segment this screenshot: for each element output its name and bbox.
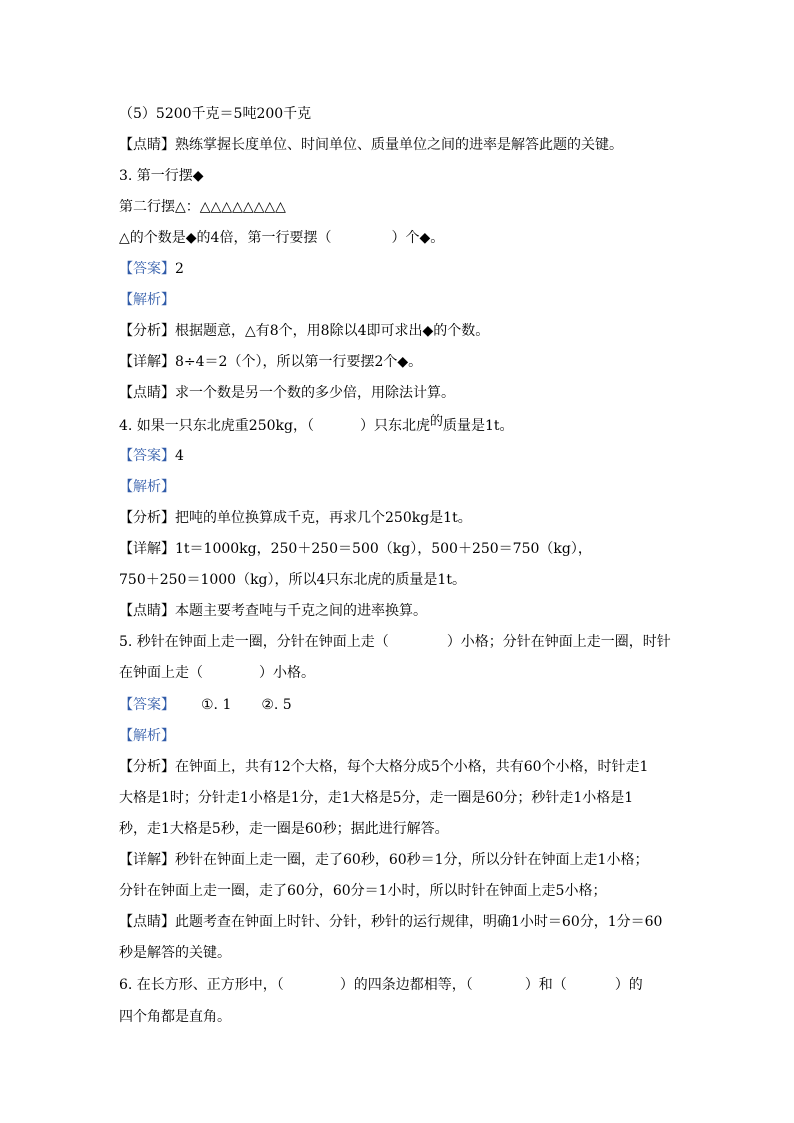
key-point-line: 【点睛】本题主要考查吨与千克之间的进率换算。 xyxy=(119,603,427,619)
question-5-text-end: ）小格；分针在钟面上走一圈，时针 xyxy=(446,634,671,650)
question-6-text-mid-2: ）和（ xyxy=(524,977,567,993)
question-6-text-end: ）的 xyxy=(614,977,643,993)
question-4-text-mid: ）只东北虎 xyxy=(359,418,430,434)
key-point-line-1: 【点睛】此题考查在钟面上时针、分针，秒针的运行规律，明确1小时＝60分，1分＝60 xyxy=(119,914,663,930)
answer-tag: 【答案】 xyxy=(119,261,175,277)
analysis-line-1: 【分析】在钟面上，共有12个大格，每个大格分成5个小格，共有60个小格，时针走1 xyxy=(119,759,649,775)
key-point-line-2: 秒是解答的关键。 xyxy=(119,945,231,961)
question-4-line xyxy=(119,414,514,436)
analysis-line-2: 大格是1时；分针走1小格是1分，走1大格是5分，走一圈是60分；秒针走1小格是1 xyxy=(119,790,634,806)
question-3-line-1: 3. 第一行摆◆ xyxy=(119,168,204,184)
analysis-heading: 【解析】 xyxy=(119,292,175,308)
detail-line-2: 750＋250＝1000（kg），所以4只东北虎的质量是1t。 xyxy=(119,572,466,588)
key-point-line: 【点睛】求一个数是另一个数的多少倍，用除法计算。 xyxy=(119,385,455,401)
analysis-line: 【分析】把吨的单位换算成千克，再求几个250kg是1t。 xyxy=(119,510,472,526)
analysis-line: 【分析】根据题意，△有8个，用8除以4即可求出◆的个数。 xyxy=(119,323,490,339)
answer-line xyxy=(119,260,184,278)
question-3-line-2: 第二行摆△：△△△△△△△△ xyxy=(119,199,286,215)
question-6-line-2: 四个角都是直角。 xyxy=(119,1009,231,1025)
analysis-heading: 【解析】 xyxy=(119,479,175,495)
answer-tag: 【答案】 xyxy=(119,697,175,713)
answer-tag: 【答案】 xyxy=(119,448,175,464)
answer-value: 2 xyxy=(175,261,184,277)
answer-value-2: ②. 5 xyxy=(261,697,292,713)
question-5-text-start-2: 在钟面上走（ xyxy=(119,665,203,681)
detail-line-2: 分针在钟面上走一圈，走了60分，60分＝1小时，所以时针在钟面上走5小格； xyxy=(119,883,607,899)
question-3-line-3 xyxy=(119,229,444,247)
question-4-superscript: 的 xyxy=(429,414,443,429)
question-6-text-mid: ）的四条边都相等，（ xyxy=(339,977,473,993)
answer-line-5: （5）5200千克＝5吨200千克 xyxy=(119,106,312,122)
detail-line-1: 【详解】秒针在钟面上走一圈，走了60秒，60秒＝1分，所以分针在钟面上走1小格； xyxy=(119,852,649,868)
question-5-text-start: 5. 秒针在钟面上走一圈，分针在钟面上走（ xyxy=(119,634,389,650)
key-point-line: 【点睛】熟练掌握长度单位、时间单位、质量单位之间的进率是解答此题的关键。 xyxy=(119,137,623,153)
analysis-heading: 【解析】 xyxy=(119,728,175,744)
answer-value-1: ①. 1 xyxy=(201,697,232,713)
question-3-text-start: △的个数是◆的4倍，第一行要摆（ xyxy=(119,230,332,246)
question-3-text-end: ）个◆。 xyxy=(391,230,445,246)
answer-value: 4 xyxy=(175,448,184,464)
question-6-line-1 xyxy=(119,976,643,994)
detail-line: 【详解】8÷4＝2（个），所以第一行要摆2个◆。 xyxy=(119,354,423,370)
answer-line xyxy=(119,447,184,465)
detail-line-1: 【详解】1t＝1000kg，250＋250＝500（kg），500＋250＝750（kg）， xyxy=(119,541,592,557)
question-5-line-2 xyxy=(119,664,315,682)
question-4-text-end: 质量是1t。 xyxy=(443,418,514,434)
question-5-line-1 xyxy=(119,633,671,651)
question-6-text-start: 6. 在长方形、正方形中，（ xyxy=(119,977,284,993)
analysis-line-3: 秒，走1大格是5秒，走一圈是60秒；据此进行解答。 xyxy=(119,821,449,837)
question-5-text-end-2: ）小格。 xyxy=(259,665,315,681)
answer-line xyxy=(119,696,292,714)
question-4-text-start: 4. 如果一只东北虎重250kg，（ xyxy=(119,418,314,434)
